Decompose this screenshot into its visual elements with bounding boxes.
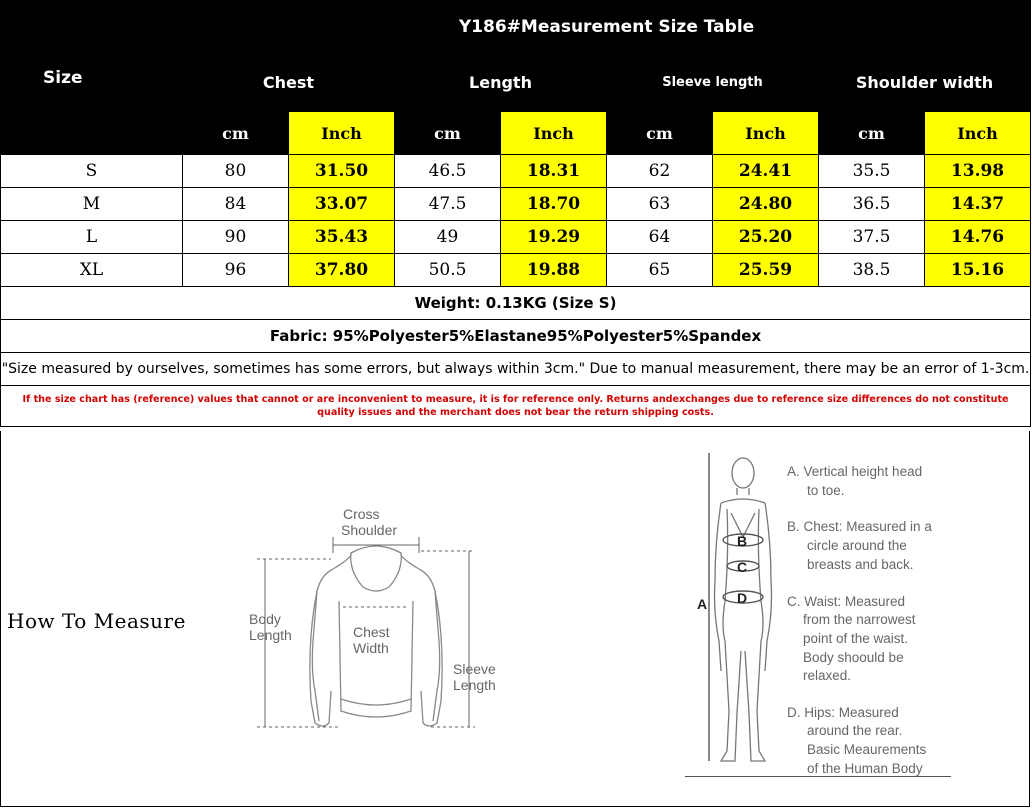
table-title: Y186#Measurement Size Table xyxy=(183,1,1031,54)
reference-warning: If the size chart has (reference) values that cannot or are inconvenient to measure, it is for reference only. Returns andexchanges due to reference size differences do not constitute quality issues and the merchant does not bear the return shipping costs. xyxy=(1,386,1031,427)
length-cm-cell: 49 xyxy=(395,221,501,254)
measurement-note: "Size measured by ourselves, sometimes has some errors, but always within 3cm." Due to manual measurement, there may be an error of 1-3cm. xyxy=(1,353,1031,386)
note-line: breasts and back. xyxy=(807,557,914,572)
sleeve-length-label-1: Sleeve xyxy=(453,661,496,677)
unit-cm: cm xyxy=(183,112,289,155)
sleeve-cm-cell: 62 xyxy=(607,155,713,188)
shoulder-inch-cell: 13.98 xyxy=(925,155,1031,188)
sleeve-cm-cell: 64 xyxy=(607,221,713,254)
note-line: from the narrowest xyxy=(803,612,916,627)
shoulder-cm-cell: 37.5 xyxy=(819,221,925,254)
garment-measure-diagram xyxy=(241,491,511,751)
table-row xyxy=(1,155,1031,188)
how-to-measure-section xyxy=(0,431,1030,807)
fabric-line: Fabric: 95%Polyester5%Elastane95%Polyester5%Spandex xyxy=(1,320,1031,353)
note-line: C. Waist: Measured xyxy=(787,594,906,609)
chest-cm-cell: 84 xyxy=(183,188,289,221)
shoulder-inch-cell: 14.37 xyxy=(925,188,1031,221)
length-inch-cell: 19.29 xyxy=(501,221,607,254)
note-line: D. Hips: Measured xyxy=(787,705,899,720)
shoulder-header: Shoulder width xyxy=(819,54,1031,112)
sleeve-inch-cell: 24.41 xyxy=(713,155,819,188)
unit-cm: cm xyxy=(395,112,501,155)
note-line: Body shoould be xyxy=(803,650,904,665)
chest-inch-cell: 33.07 xyxy=(289,188,395,221)
note-line: circle around the xyxy=(807,538,907,553)
table-row xyxy=(1,254,1031,287)
marker-a: A xyxy=(697,596,708,612)
size-header: Size xyxy=(1,1,183,155)
size-cell: M xyxy=(1,188,183,221)
sleeve-header: Sleeve length xyxy=(607,54,819,112)
sleeve-length-label-2: Length xyxy=(453,677,496,693)
body-length-label-2: Length xyxy=(249,627,292,643)
shoulder-inch-cell: 15.16 xyxy=(925,254,1031,287)
size-cell: XL xyxy=(1,254,183,287)
cross-label-2: Shoulder xyxy=(341,522,398,538)
marker-d: D xyxy=(737,590,748,606)
chest-header: Chest xyxy=(183,54,395,112)
shoulder-cm-cell: 35.5 xyxy=(819,155,925,188)
length-cm-cell: 50.5 xyxy=(395,254,501,287)
unit-inch: Inch xyxy=(289,112,395,155)
sleeve-inch-cell: 25.59 xyxy=(713,254,819,287)
length-inch-cell: 18.31 xyxy=(501,155,607,188)
note-line: A. Vertical height head xyxy=(787,464,923,479)
chest-cm-cell: 96 xyxy=(183,254,289,287)
note-line: to toe. xyxy=(807,483,845,498)
note-line: relaxed. xyxy=(803,668,852,683)
note-line: Basic Meaurements xyxy=(807,742,927,757)
table-row xyxy=(1,188,1031,221)
sleeve-inch-cell: 24.80 xyxy=(713,188,819,221)
chest-width-label-2: Width xyxy=(353,640,389,656)
length-cm-cell: 47.5 xyxy=(395,188,501,221)
unit-inch: Inch xyxy=(925,112,1031,155)
marker-b: B xyxy=(737,533,748,549)
body-length-label-1: Body xyxy=(249,611,281,627)
chest-inch-cell: 37.80 xyxy=(289,254,395,287)
length-header: Length xyxy=(395,54,607,112)
note-line: of the Human Body xyxy=(807,761,923,776)
chest-width-label-1: Chest xyxy=(353,624,390,640)
chest-cm-cell: 90 xyxy=(183,221,289,254)
sleeve-inch-cell: 25.20 xyxy=(713,221,819,254)
shoulder-cm-cell: 38.5 xyxy=(819,254,925,287)
chest-inch-cell: 31.50 xyxy=(289,155,395,188)
chest-cm-cell: 80 xyxy=(183,155,289,188)
body-measure-notes xyxy=(781,457,981,787)
size-cell: L xyxy=(1,221,183,254)
cross-label-1: Cross xyxy=(343,506,380,522)
shoulder-cm-cell: 36.5 xyxy=(819,188,925,221)
length-inch-cell: 18.70 xyxy=(501,188,607,221)
note-line: point of the waist. xyxy=(803,631,909,646)
marker-c: C xyxy=(737,559,748,575)
body-measure-diagram xyxy=(691,451,791,781)
weight-line: Weight: 0.13KG (Size S) xyxy=(1,287,1031,320)
how-to-measure-title: How To Measure xyxy=(7,609,186,633)
note-line: around the rear. xyxy=(807,723,903,738)
shoulder-inch-cell: 14.76 xyxy=(925,221,1031,254)
note-line: B. Chest: Measured in a xyxy=(787,519,932,534)
unit-cm: cm xyxy=(819,112,925,155)
table-row xyxy=(1,221,1031,254)
size-cell: S xyxy=(1,155,183,188)
unit-inch: Inch xyxy=(713,112,819,155)
length-cm-cell: 46.5 xyxy=(395,155,501,188)
length-inch-cell: 19.88 xyxy=(501,254,607,287)
unit-inch: Inch xyxy=(501,112,607,155)
chest-inch-cell: 35.43 xyxy=(289,221,395,254)
unit-cm: cm xyxy=(607,112,713,155)
sleeve-cm-cell: 63 xyxy=(607,188,713,221)
sleeve-cm-cell: 65 xyxy=(607,254,713,287)
